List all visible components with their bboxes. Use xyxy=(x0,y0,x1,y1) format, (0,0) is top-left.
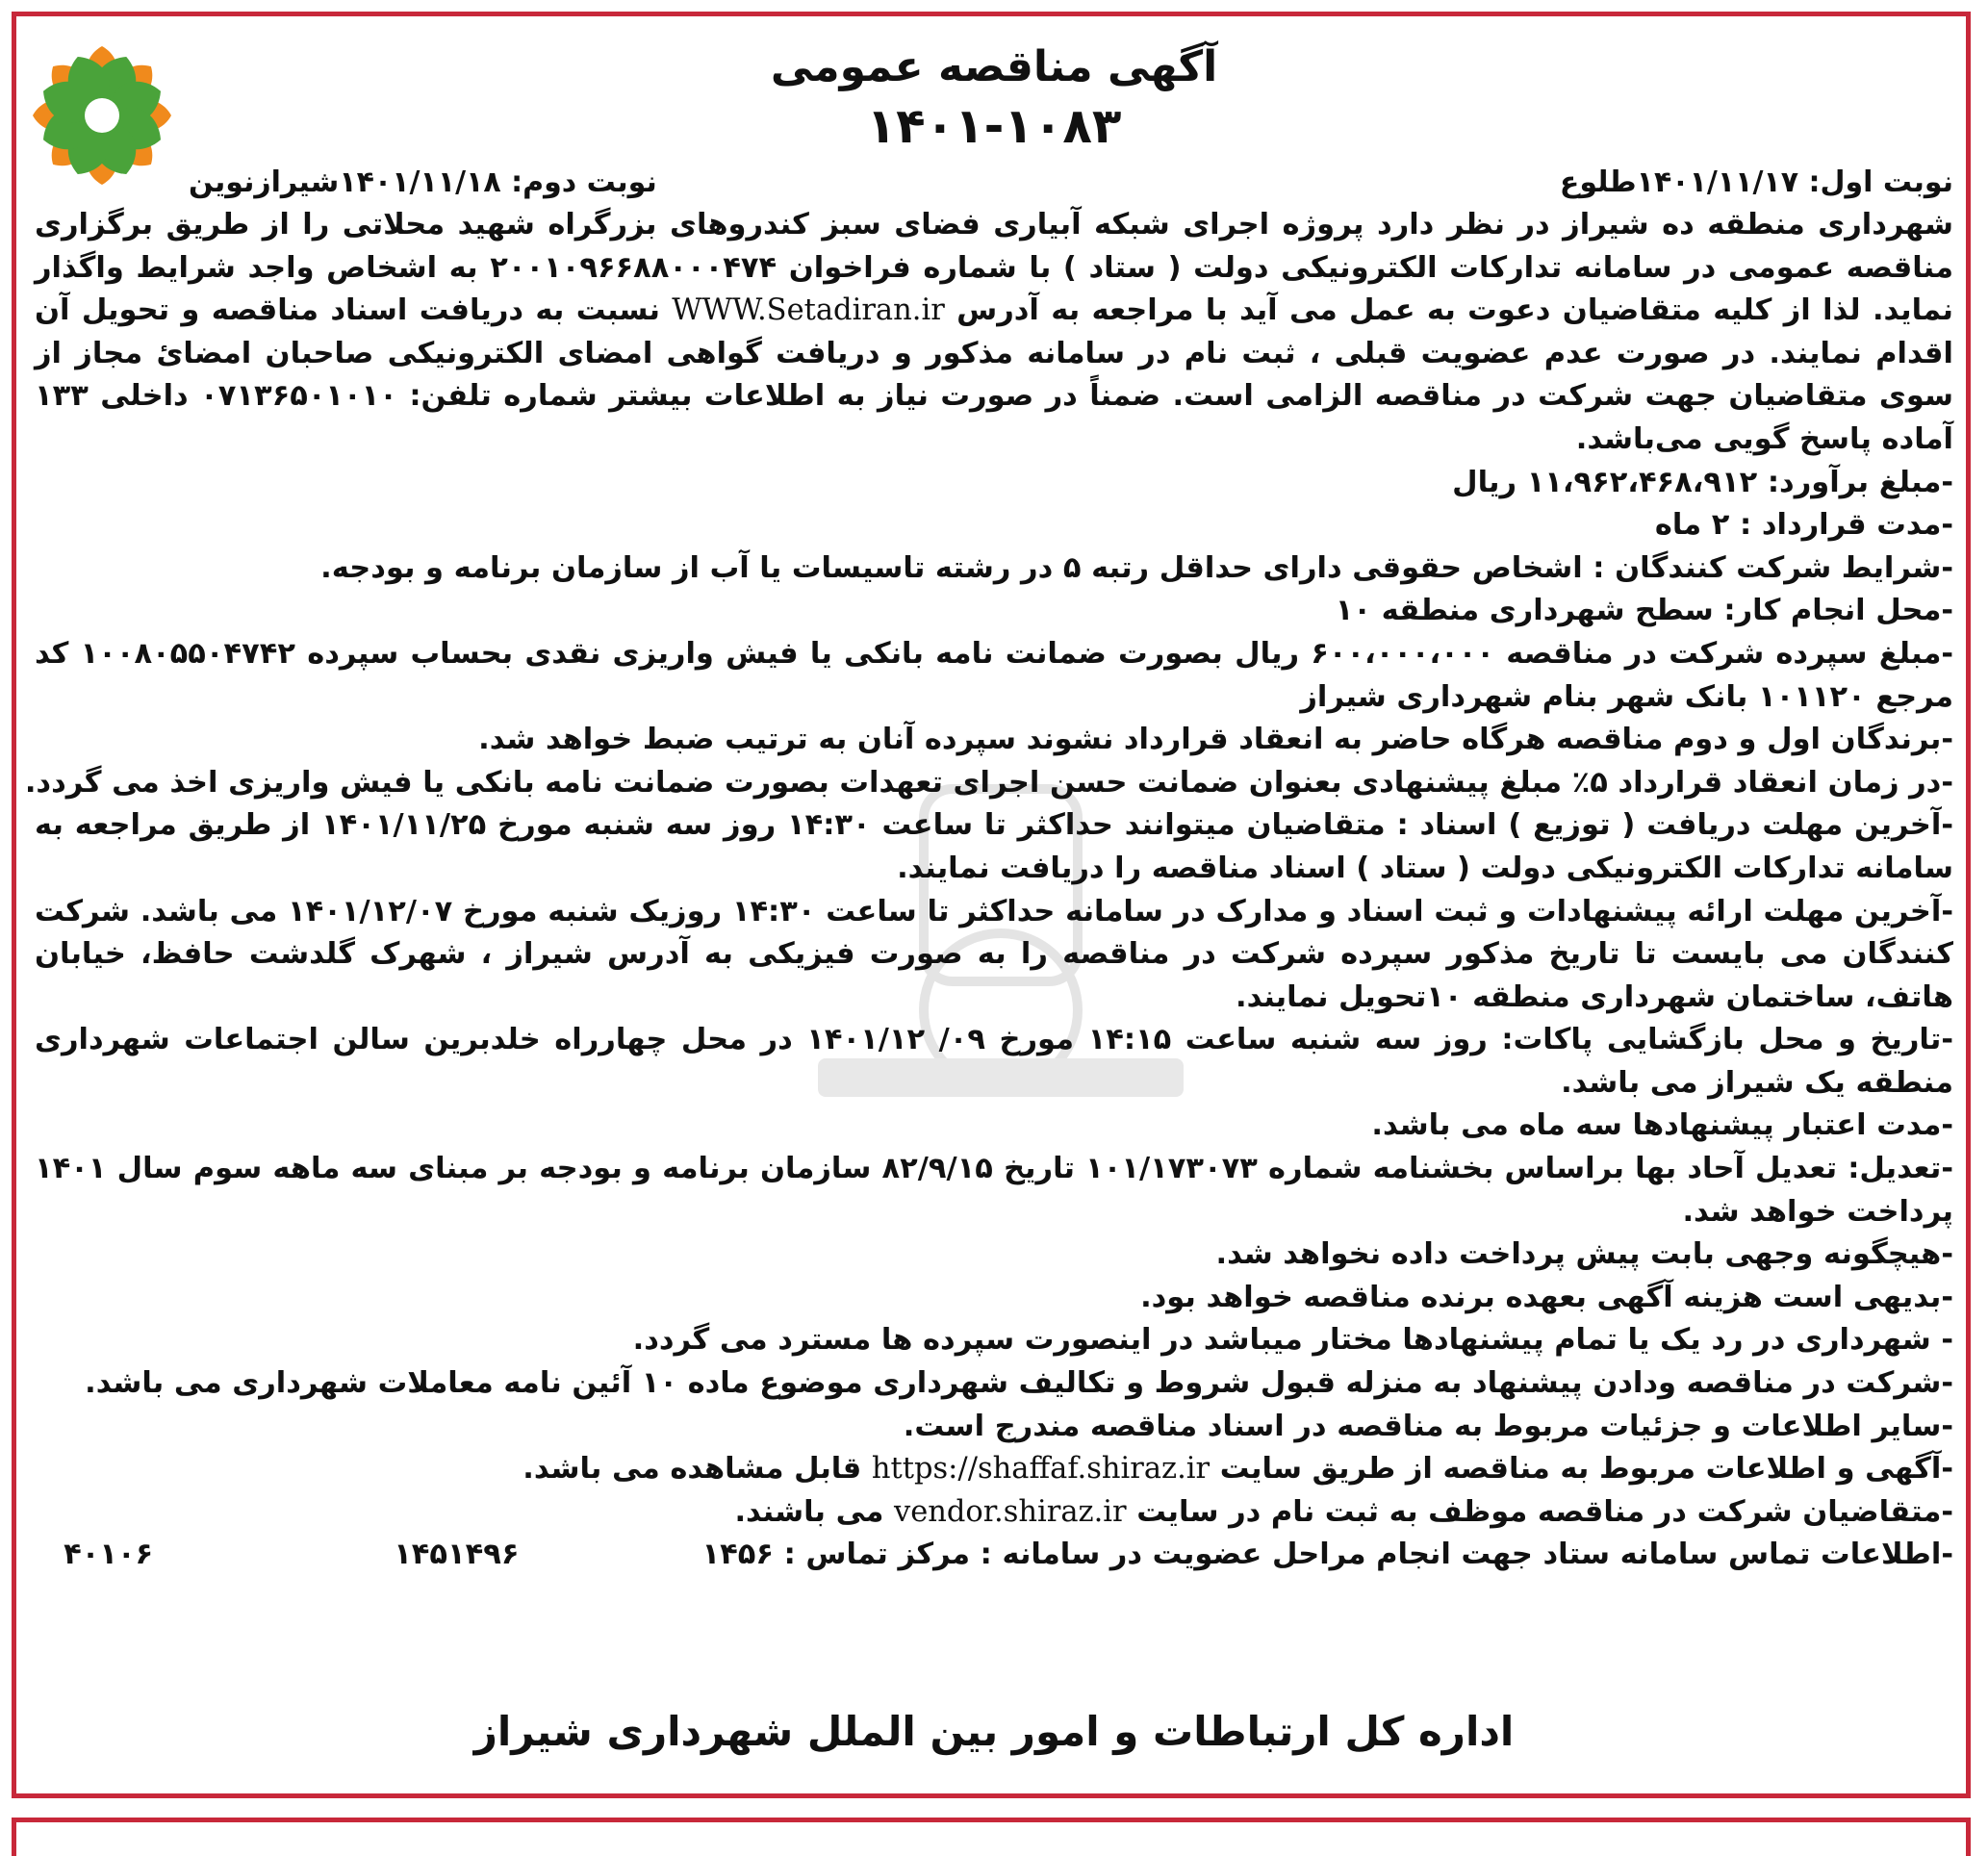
notice-body xyxy=(24,38,1954,1577)
signature-line: اداره کل ارتباطات و امور بین الملل شهرداری شیراز xyxy=(473,1708,1515,1755)
contact-number-2: ۱۴۵۱۴۹۶ xyxy=(394,1538,520,1572)
site-suffix: قابل مشاهده می باشد. xyxy=(522,1452,862,1487)
vendor-prefix: -متقاضیان شرکت در مناقصه موظف به ثبت نام در سایت xyxy=(1136,1494,1953,1529)
intro-paragraph xyxy=(35,204,1953,462)
item-ad-cost: -بدیهی است هزینه آگهی بعهده برنده مناقصه خواهد بود. xyxy=(1140,1280,1953,1314)
item-location: -محل انجام کار: سطح شهرداری منطقه ۱۰ xyxy=(1335,594,1953,628)
item-deadline-offers: -آخرین مهلت ارائه پیشنهادات و ثبت اسناد و مدارک در سامانه حداکثر تا ساعت ۱۴:۳۰ روزیک شنبه مورخ ۱۴۰۱/۱۲/۰۷ می باشد. شرکت کنندگان می بایست تا تاریخ مذکور سپرده شرکت در مناقصه را به صورت فیزیکی به آدرس شیراز ، شهرک گلدشت حافظ، خیابان هاتف، ساختمان شهرداری منطقه ۱۰تحویل نمایند. xyxy=(35,894,1953,1014)
item-other-info: -سایر اطلاعات و جزئیات مربوط به مناقصه در اسناد مناقصه مندرج است. xyxy=(903,1409,1953,1443)
item-adjustment: -تعدیل: تعدیل آحاد بها براساس بخشنامه شماره ۱۰۱/۱۷۳۰۷۳ تاریخ ۸۲/۹/۱۵ سازمان برنامه و بودجه بر مبنای سه ماهه سوم سال ۱۴۰۱ پرداخت خواهد شد. xyxy=(35,1152,1954,1229)
item-conditions: -شرایط شرکت کنندگان : اشخاص حقوقی دارای حداقل رتبه ۵ در رشته تاسیسات یا آب از سازمان برنامه و بودجه. xyxy=(320,550,1953,585)
intro-part-2: نسبت به دریافت اسناد مناقصه و تحویل آن اقدام نمایند. در صورت عدم عضویت قبلی ، ثبت نام در سامانه مذکور و دریافت گواهی امضای الکترونیکی صاحبان امضائ مجاز از سوی متقاضیان جهت شرکت در مناقصه الزامی است. ضمناً در صورت نیاز به اطلاعات بیشتر شماره تلفن: ۰۷۱۳۶۵۰۱۰۱۰ داخلی ۱۳۳ آماده پاسخ گویی می‌باشد. xyxy=(35,293,1954,456)
item-deposit: -مبلغ سپرده شرکت در مناقصه ۶۰۰،۰۰۰،۰۰۰ ریال بصورت ضمانت نامه بانکی یا فیش واریزی نقدی بحساب سپرده ۱۰۰۸۰۵۵۰۴۷۴۲ کد مرجع ۱۰۱۱۲۰ بانک شهر بنام شهرداری شیراز xyxy=(35,636,1953,714)
item-acceptance: -شرکت در مناقصه ودادن پیشنهاد به منزله قبول شروط و تکالیف شهرداری موضوع ماده ۱۰ آئین نامه معاملات شهرداری می باشد. xyxy=(85,1366,1953,1401)
contact-text: -اطلاعات تماس سامانه ستاد جهت انجام مراحل عضویت در سامانه : مرکز تماس : ۱۴۵۶ xyxy=(701,1538,1953,1572)
shaffaf-link[interactable]: https://shaffaf.shiraz.ir xyxy=(871,1452,1211,1487)
item-duration: -مدت قرارداد : ۲ ماه xyxy=(1654,508,1953,543)
item-guarantee: -در زمان انعقاد قرارداد ۵٪ مبلغ پیشنهادی بعنوان ضمانت حسن اجرای تعهدات بصورت ضمانت نامه بانکی یا فیش واریزی اخذ می گردد. xyxy=(24,765,1953,800)
item-contact xyxy=(35,1534,1953,1577)
publication-schedule xyxy=(35,162,1953,204)
vendor-link[interactable]: vendor.shiraz.ir xyxy=(893,1494,1127,1529)
vendor-suffix: می باشند. xyxy=(734,1494,884,1529)
item-winners: -برندگان اول و دوم مناقصه هرگاه حاضر به انعقاد قرارداد نشوند سپرده آنان به ترتیب ضبط خواهد شد. xyxy=(478,723,1953,757)
item-site xyxy=(35,1448,1953,1491)
second-publication: نوبت دوم: ۱۴۰۱/۱۱/۱۸شیرازنوین xyxy=(189,165,657,199)
item-deadline-docs: -آخرین مهلت دریافت ( توزیع ) اسناد : متقاضیان میتوانند حداکثر تا ساعت ۱۴:۳۰ روز سه شنبه مورخ ۱۴۰۱/۱۱/۲۵ از طریق مراجعه به سامانه تدارکات الکترونیکی دولت ( ستاد ) اسناد مناقصه را دریافت نمایند. xyxy=(35,808,1953,885)
site-prefix: -آگهی و اطلاعات مربوط به مناقصه از طریق سایت xyxy=(1219,1452,1953,1487)
contact-number-3: ۴۰۱۰۶ xyxy=(64,1538,154,1572)
item-validity: -مدت اعتبار پیشنهادها سه ماه می باشد. xyxy=(1371,1108,1953,1143)
item-vendor xyxy=(35,1491,1953,1535)
next-notice-border xyxy=(12,1818,1971,1856)
notice-number: ۱۴۰۱-۱۰۸۳ xyxy=(866,98,1122,154)
item-opening: -تاریخ و محل بازگشایی پاکات: روز سه شنبه ساعت ۱۴:۱۵ مورخ ۰۹/ ۱۴۰۱/۱۲ در محل چهارراه خلدبرین سالن اجتماعات شهرداری منطقه یک شیراز می باشد. xyxy=(35,1023,1954,1100)
first-publication: نوبت اول: ۱۴۰۱/۱۱/۱۷طلوع xyxy=(1559,165,1953,199)
item-rejection: - شهرداری در رد یک یا تمام پیشنهادها مختار میباشد در اینصورت سپرده ها مسترد می گردد. xyxy=(632,1323,1953,1358)
intro-part-1: شهرداری منطقه ده شیراز در نظر دارد پروژه اجرای شبکه آبیاری فضای سبز کندروهای بزرگراه شهید محلاتی را از طریق برگزاری مناقصه عمومی در سامانه تدارکات الکترونیکی دولت ( ستاد ) با شماره فراخوان ۲۰۰۱۰۹۶۶۸۸۰۰۰۴۷۴ به اشخاص واجد شرایط واگذار نماید. لذا از کلیه متقاضیان دعوت به عمل می آید با مراجعه به آدرس xyxy=(35,208,1954,328)
notice-title: آگهی مناقصه عمومی xyxy=(770,42,1218,91)
item-no-prepayment: -هیچگونه وجهی بابت پیش پرداخت داده نخواهد شد. xyxy=(1215,1237,1953,1272)
setadiran-link[interactable]: WWW.Setadiran.ir xyxy=(672,293,945,328)
item-estimate: -مبلغ برآورد: ۱۱،۹۶۲،۴۶۸،۹۱۲ ریال xyxy=(1452,465,1953,499)
